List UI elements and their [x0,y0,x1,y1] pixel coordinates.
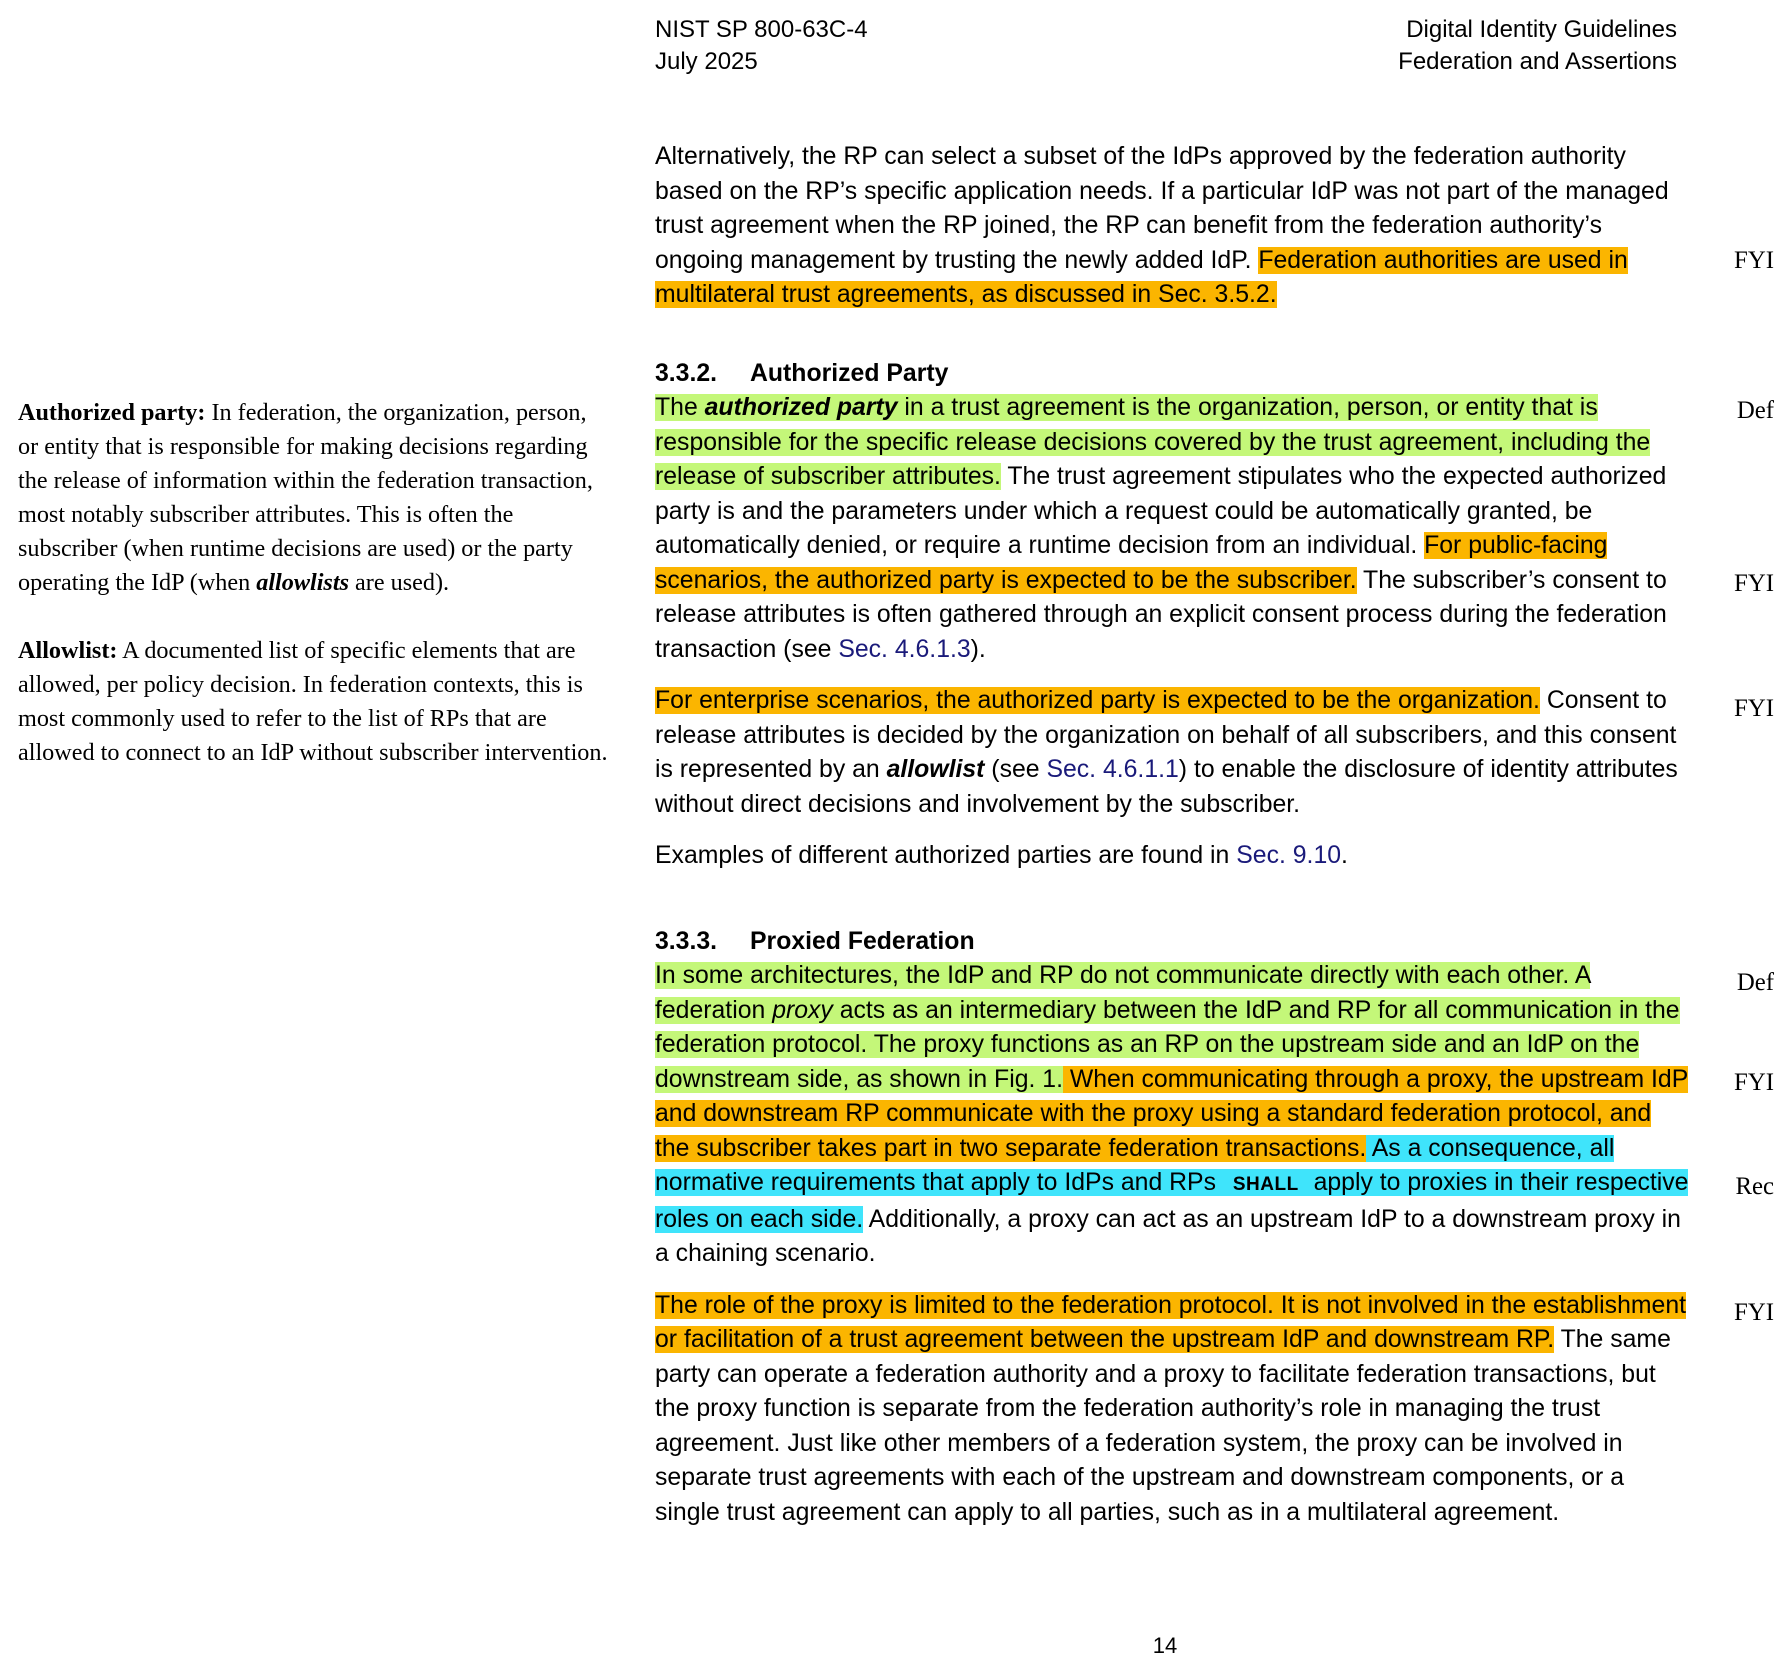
fyi-highlight: For public-facing scenarios, the authorized party is expected to be the subscriber. [655,532,1608,594]
glossary-entry-allowlist: Allowlist: A documented list of specific elements that are allowed, per policy decision. In federation contexts, this is most commonly used to refer to the list of RPs that are allowed to connect to an IdP without subscriber intervention. [18,637,608,766]
def-highlight: The authorized party in a trust agreement is the organization, person, or entity that is responsible for the specific release decisions covered by the trust agreement, including the release of subscriber attributes. [655,394,1651,490]
def-highlight: In some architectures, the IdP and RP do not communicate directly with each other. A federation proxy acts as an intermediary between the IdP and RP for all communication in the federation protocol. The proxy functions as an RP on the upstream side and an IdP on the downstream side, as shown in Fig. 1. [655,962,1680,1093]
fyi-highlight: When communicating through a proxy, the upstream IdP and downstream RP communicate with the proxy using a standard federation protocol, and the subscriber takes part in two separate federation transactions. [655,1065,1689,1162]
doc-date: July 2025 [655,48,758,75]
paragraph: The authorized party in a trust agreement is the organization, person, or entity that is responsible for the specific release decisions covered by the trust agreement, including the release of subscriber attributes. The trust agreement stipulates who the expected authorized party is and the parameters under which a request could be automatically granted, be automatically denied, or require a runtime decision from an individual. For public-facing scenarios, the authorized party is expected to be the subscriber. The subscriber’s consent to release attributes is often gathered through an explicit consent process during the federation transaction (see Sec. 4.6.1.3). [655,394,1667,663]
paragraph: In some architectures, the IdP and RP do not communicate directly with each other. A federation proxy acts as an intermediary between the IdP and RP for all communication in the federation protocol. The proxy functions as an RP on the upstream side and an IdP on the downstream side, as shown in Fig. 1. When communicating through a proxy, the upstream IdP and downstream RP communicate with the proxy using a standard federation protocol, and the subscriber takes part in two separate federation transactions. As a consequence, all normative requirements that apply to IdPs and RPs SHALL apply to proxies in their respective roles on each side. Additionally, a proxy can act as an upstream IdP to a downstream proxy in a chaining scenario. [655,962,1689,1267]
page-number: 14 [1152,1633,1178,1658]
glossary-term: Allowlist: [18,637,118,664]
tag-fyi: FYI [1734,1069,1774,1096]
section-heading [655,925,1690,959]
glossary-term: Authorized party: [18,399,206,426]
section-title: Proxied Federation [750,928,975,955]
shall-keyword: SHALL [1232,1174,1299,1195]
intro-paragraph [655,140,1690,313]
paragraph: Examples of different authorized parties are found in Sec. 9.10. [655,842,1348,869]
doc-subtitle: Federation and Assertions [1398,48,1677,75]
tag-def: Def [1736,397,1774,424]
defined-term: proxy [772,996,833,1024]
header-left [655,14,868,78]
section-title: Authorized Party [750,360,949,387]
section-number: 3.3.2. [655,360,718,387]
tag-def: Def [1736,969,1774,996]
link-sec-9-10[interactable]: Sec. 9.10 [1236,842,1342,869]
glossary-entry-authorized-party: Authorized party: In federation, the organization, person, or entity that is responsible for making decisions regarding the release of information within the federation transaction, most notably subscriber attributes. This is often the subscriber (when runtime decisions are used) or the party operating the IdP (when allowlists are used). [18,399,593,596]
defined-term: authorized party [704,394,898,421]
section-proxied-federation [655,925,1690,1530]
doc-title: Digital Identity Guidelines [1406,16,1677,43]
section-number: 3.3.3. [655,928,718,955]
glossary-sidebar [18,396,608,770]
header-right [1100,14,1677,78]
fyi-highlight: Federation authorities are used in multilateral trust agreements, as discussed in Sec. 3.5.2. [655,246,1628,308]
intro-text: Alternatively, the RP can select a subset of the IdPs approved by the federation authority based on the RP’s specific application needs. If a particular IdP was not part of the managed trust agreement when the RP joined, the RP can benefit from the federation authority’s ongoing management by trusting the newly added IdP. [655,143,1669,274]
tag-fyi: FYI [1734,1299,1774,1326]
section-authorized-party [655,357,1690,874]
defined-term: allowlist [886,756,985,783]
fyi-highlight: The role of the proxy is limited to the federation protocol. It is not involved in the establishment or facilitation of a trust agreement between the upstream IdP and downstream RP. [655,1291,1686,1353]
tag-fyi: FYI [1734,570,1774,597]
section-heading [655,357,1690,391]
tag-fyi: FYI [1734,247,1774,274]
doc-id: NIST SP 800-63C-4 [655,16,868,43]
tag-fyi: FYI [1734,695,1774,722]
paragraph: For enterprise scenarios, the authorized party is expected to be the organization. Consent to release attributes is decided by the organization on behalf of all subscribers, and this consent is represented by an allowlist (see Sec. 4.6.1.1) to enable the disclosure of identity attributes without direct decisions and involvement by the subscriber. [655,687,1678,818]
rec-highlight: As a consequence, all normative requirements that apply to IdPs and RPs SHALL apply to proxies in their respective roles on each side. [655,1134,1689,1233]
fyi-highlight: For enterprise scenarios, the authorized party is expected to be the organization. [655,687,1540,714]
paragraph: The role of the proxy is limited to the federation protocol. It is not involved in the establishment or facilitation of a trust agreement between the upstream IdP and downstream RP. The same party can operate a federation authority and a proxy to facilitate federation transactions, but the proxy function is separate from the federation authority’s role in managing the trust agreement. Just like other members of a federation system, the proxy can be involved in separate trust agreements with each of the upstream and downstream components, or a single trust agreement can apply to all parties, such as in a multilateral agreement. [655,1291,1686,1526]
tag-rec: Rec [1735,1173,1774,1200]
link-sec-4-6-1-1[interactable]: Sec. 4.6.1.1 [1046,756,1179,783]
link-sec-4-6-1-3[interactable]: Sec. 4.6.1.3 [838,635,971,663]
